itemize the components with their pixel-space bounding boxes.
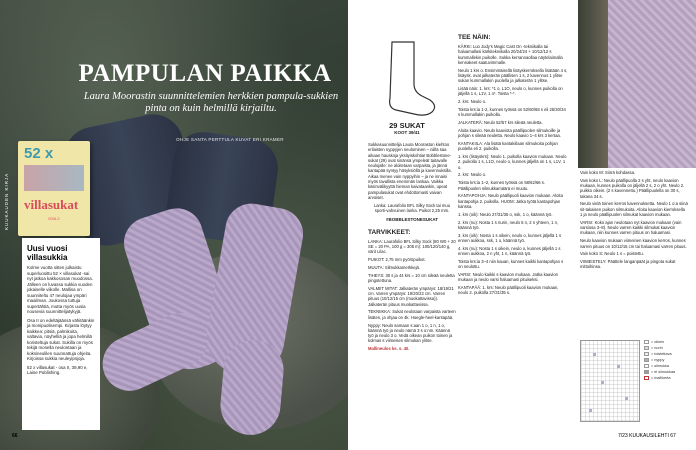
article-title: PAMPULAN PAIKKA bbox=[78, 60, 332, 87]
legend-item bbox=[644, 340, 692, 344]
column-finishing bbox=[580, 170, 688, 272]
finishing-step: Neulo vielä toinen kerros kavennuksetta. Neulo 1 o:a siinä sit-takaisen puikon silmukoita. Aloita kaavion kierroksella 1 ja neulo päällipuolen silmukat kaavion mukaan. bbox=[580, 201, 688, 218]
instruction-step: Aloita kaavio. Neulo kaaviota päällipuolen silmukoille ja pohjan s sileää neuletta. Neulo kaavio 1–4 krs 3 kertaa. bbox=[458, 127, 561, 139]
chart-stitch-mark bbox=[617, 365, 620, 368]
instruction-step: 1. krs (oik): Neulo 27/31/35 o, ssk, 1 o, käännä työ. bbox=[458, 211, 553, 217]
materials-item: TEKNIIKKA: Sukat neulotaan varpaista varteen lisäten, ja ohjaa on 4k. Hoegle-heel-kantapää. bbox=[368, 309, 456, 320]
legend-label: = toistettava bbox=[651, 352, 672, 356]
photo-shadow bbox=[578, 0, 608, 168]
instructions-heading: TEE NÄIN: bbox=[458, 34, 491, 41]
info-box-paragraph: Kolme vuotta sitten julkaistu superluosittu 52 × villasukat -sai nyt jatkoa kakkososan muodossa. Jälleen on luvassa sukkia vuoden jokaiselle viikolle. Mallisa on suunniteltu 47 neulojaa ympäri maailman. Joukossa tuttuja supertähtiä, mutta myös uusia nousevia suunnittelijatykyjä. bbox=[27, 265, 93, 314]
materials-item: PUIKOT: 2,75 mm pyöröpuikot. bbox=[368, 257, 426, 263]
knitting-chart bbox=[580, 340, 640, 422]
instruction-step: 1. krs (lisäyskrs): Neulo 1. puikolla kaavion mukaan. Neulo 2. puikolla 1 s, L1O, neulo o, kunnes jäljellä on 1 s, L1V, 1 o. bbox=[458, 154, 567, 170]
instruction-step: 3. krs (oik): Nosta 1 s oikein, neulo o, kunnes jäljellä 1 s ennen aukkoa, ssk, 1 o, käännä työ. bbox=[458, 232, 562, 243]
instruction-step: 2. krs (nu): Nosta 1 s nurin, neulo 5 n, 2 n yhteen, 1 n, käännä työ. bbox=[458, 219, 559, 230]
legend-label: = ei silmukkaa bbox=[651, 370, 676, 374]
pattern-size: KOOT 39/41 bbox=[394, 130, 420, 135]
instruction-step: Toista krs:ia 1-2, kunnes työssä on 52/60/68 s eli 26/30/34 s kummallakin puikolla. bbox=[458, 106, 566, 118]
book-cover-subtitle: OSA 2 bbox=[48, 216, 60, 221]
legend-item bbox=[644, 352, 692, 356]
instruction-step: KÄRKI: Luo Judy's Magic Cast On -tekniikalla tai haluamallasi kärkitekniikalla 20/24/24 + 10/12/12 s kummallekin puikolle. Sukka kerrannaollaa näytelaimalla kennakeet saatuvimmalle. bbox=[458, 44, 563, 65]
sock-closeup-photo bbox=[578, 0, 696, 168]
finishing-step: VARSI: Koko ajan neulotaan nyt kaavion mukaan (vain varsiosa 3–8). Neulo varren kaikki silmukat kaavion mukaan, niin kunnes varren pituus on haluamasi. bbox=[580, 219, 682, 236]
instruction-step: KANTAPOHJA: Neulo päällipuoli kaavion mukaan. Aloita kantapohja 2. puikolla. HUOM: Jatka työtä kantapohjan kanssa. bbox=[458, 193, 563, 209]
page-number-left: 66 bbox=[12, 433, 18, 439]
chart-stitch-mark bbox=[601, 381, 604, 384]
finishing-step: VIIMEISTELY: Päättele langanpäät ja pingota sukat mittoihinsa. bbox=[580, 259, 676, 270]
info-box-paragraph: Osa II on edeltäjäänsä vähitäänkin ja monipuolisempi. Kirjasta löytyy kaikkea: pitsiä, palmikoita, valtavia, nöyhelliä ja jopa helmillä koristeltuja sukat. Sukilla on myös tekijä monella neulontaan ja koksineulilen suunnattuja ohjeita. Kirjoissa sukkia neuleyipsjoja. bbox=[27, 317, 95, 361]
legend-label: = silmukka bbox=[651, 364, 670, 368]
materials-item: Nyppy: Neulo samaan s:aan 1 o, 1 n, 1 o, käännä työ ja neulo nämä 3 s o:nm. Käännä työ ja neulo 3 o. Vedä oikean puikon toinen ja kolmas s viimeisen silmukan ylitse. bbox=[368, 322, 453, 344]
chart-stitch-mark bbox=[593, 353, 596, 356]
finishing-step: Vain koko S: Neulo 1 s = poistettu. bbox=[580, 251, 644, 257]
book-cover-photo bbox=[24, 165, 84, 191]
instruction-step: 2. krs: Neulo o. bbox=[458, 99, 487, 105]
materials-item: VALMIIT MITAT: Jalkaterän ympärys: 18/19/21 cm. Varren ympärys: 19/20/22 cm. Varren pituus (10/12/15 cm (muokattavissa)). Jalkaterän pituus muokattavissa. bbox=[368, 285, 454, 307]
info-box-paragraph: 52 x villasukat - osa II, 39,90 e, Laine Publishing. bbox=[27, 364, 88, 375]
article-subtitle: Laura Moorastin suunnittelemien herkkien pampula-sukkien pinta on kuin helmillä kirjailtu. bbox=[83, 91, 339, 114]
finishing-step: Vain koko M: Siirrä kohdassa. bbox=[580, 170, 636, 175]
legend-swatch bbox=[644, 340, 649, 344]
pattern-reference: Mallineulos ks. s. 40. bbox=[368, 346, 410, 352]
info-box-heading: Uusi vuosi villasukkia bbox=[27, 244, 68, 262]
instruction-step: Toista krs:ia 1–2, kunnes työssä on 58/62/66 s. Päällipuolen silmukkamäärä ei muutu. bbox=[458, 180, 546, 191]
legend-swatch bbox=[644, 376, 649, 380]
chart-stitch-mark bbox=[589, 409, 592, 412]
instruction-step: Toista krs:ia 3–4 niin kauan, kunnes kaikki kantapohjan s on neulottu. bbox=[458, 258, 564, 270]
section-side-label: KUUKAUDEN KIRJA bbox=[4, 172, 9, 230]
right-page-pattern bbox=[348, 0, 696, 450]
column-intro bbox=[368, 142, 456, 354]
intro-paragraph: Sukkasuunnittelija Laura Mooraston kiehtoo erilaisten nyppyjen neulominen – niillä saa aikaan hauskoja yksityiskohtia! Bobblestone-sukat (29) ovat sinänsä ympeleät taitavalle neulojalle: ne aloitetaan varpaista, ja jännä kantapää syntyy hösyksiöllä ja kavennuksilla. Aikaa menee vain nyppyihin – ja ne innaisi myös tavallista enemmän lankaa. Vaikka käsinvälikyyttä hieman kaivataankin, upeat pampulasukat ovat ehdottomasti vaivan arvoiset. bbox=[368, 142, 452, 200]
page-number-right: 7/23 KUUKAUSILEHTI 67 bbox=[618, 433, 676, 439]
legend-item bbox=[644, 370, 692, 374]
instruction-step: VARSI: Neulo kaikki s kaavion mukaan. Jatka kaavion mukaan ja neulo varsi haluamasi pituiseksi. bbox=[458, 271, 559, 283]
finishing-step: Vain koko L: Neulo päällipuolla 2 s yht, neulo kaavion mukaan, kunnes puikolla on jäljellä 2 s, 2 o yht. Neulo 2. puikko oikein. (2 s kavennettu.) Päällipuolella on 30 s, takana 34 s. bbox=[580, 177, 685, 199]
book-info-box bbox=[22, 238, 100, 430]
legend-item bbox=[644, 364, 692, 368]
finishing-step: Neulo kaavion mukaan viimeinen kaavion kerros, kunnes varren pituus on 10/12/15 cm tai haluamasi varren pituus. bbox=[580, 238, 687, 249]
legend-item bbox=[644, 346, 692, 350]
legend-swatch bbox=[644, 358, 649, 362]
book-cover bbox=[18, 141, 90, 236]
instruction-step: Neulo 1 krs o. Ensimmäisellä lisäyskerroksella lisätään 4 s, lisäysk. ovat jalkaterän päällisen 1 s, 2 kavennus 1 ylitse sukan kummallakin puolella ja jalkaterän 1 ylitse. bbox=[458, 67, 568, 84]
legend-swatch bbox=[644, 346, 649, 350]
column-instructions bbox=[458, 34, 568, 298]
legend-label: = nurin bbox=[651, 346, 663, 350]
materials-item: TIHEYS: 30 s ja 44 krs = 10 cm sileää neuletta pingotettuna. bbox=[368, 272, 455, 283]
sock-sketch-icon bbox=[370, 38, 440, 118]
instruction-step: 4. krs (nu): Nosta 1 s oikein, neulo o, kunnes jäljellä 1 s ennen aukkoa, 2 n yht, 1 n, käännä työ. bbox=[458, 245, 561, 256]
instruction-step: KANTAKIILA: Ala lisätä kantakiilaan silmukoita pohjan puolella eli 2. puikolla. bbox=[458, 140, 558, 152]
instruction-step: 2. krs: Neulo o. bbox=[458, 172, 487, 178]
materials-item: MUUTA: Silmukkamerkkejä. bbox=[368, 264, 421, 270]
legend-label: = oikein bbox=[651, 340, 665, 344]
pattern-number: 29 SUKAT bbox=[389, 121, 425, 130]
chart-legend bbox=[644, 340, 692, 382]
instruction-step: KANTAPÄÄ: 1. krs: Neulo päällipuoli kaavion mukaan, neulo 2. puikolla 27/31/35 s. bbox=[458, 284, 559, 296]
legend-swatch bbox=[644, 352, 649, 356]
materials-item: LANKA: Laurafolio BFL Silky Sock (80 W0 + 20 SE = 20 PA, 100 g = 305 m): 100/120/140 g, värit Lilac. bbox=[368, 238, 456, 255]
legend-swatch bbox=[644, 370, 649, 374]
legend-item bbox=[644, 376, 692, 380]
instruction-step: Lisää näin: 1. krs: *1 o, L1O, neulo o, kunnes puikolla on jäljellä 1 s, L1V, 1 o*. Toista *-*. bbox=[458, 86, 563, 97]
book-cover-number: 52 x bbox=[24, 145, 54, 162]
legend-label: = mallikerta bbox=[651, 376, 671, 380]
yarn-note: Lanka: Laurafolio BFL Silky Sock tai muu sporti-vahvuinen lanka. Puikot 2,25 mm. bbox=[373, 202, 451, 214]
book-cover-title: villasukat bbox=[24, 197, 79, 212]
materials-heading: TARVIKKEET: bbox=[368, 228, 411, 236]
legend-swatch bbox=[644, 364, 649, 368]
article-credits: OHJE SANTA PERTTULA KUVAT ERI KRAMER bbox=[176, 137, 284, 142]
instruction-step: JALKATERÄ: Neulo 52/57 krs sileää neuletta. bbox=[458, 120, 543, 126]
hashtag: #BOBBLESTONESUKAT bbox=[385, 217, 439, 223]
legend-item bbox=[644, 358, 692, 362]
legend-label: = nyppy bbox=[651, 358, 665, 362]
chart-stitch-mark bbox=[625, 397, 628, 400]
